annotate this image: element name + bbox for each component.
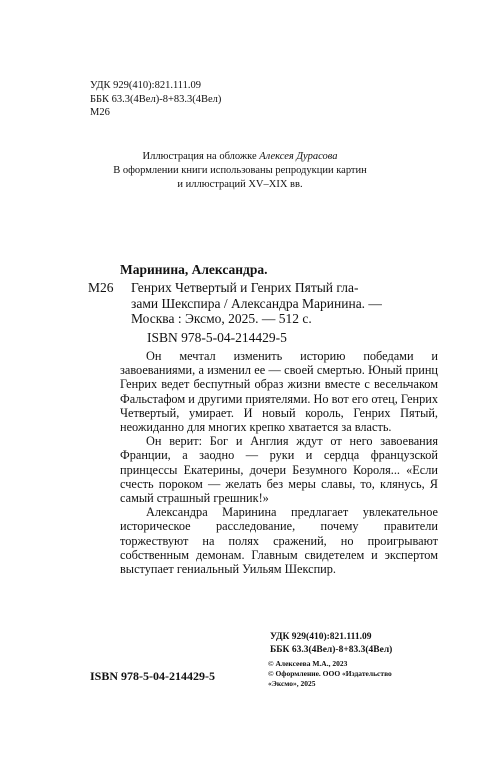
illustration-prefix: Иллюстрация на обложке: [142, 151, 260, 162]
reproductions-note: В оформлении книги использованы репродукции картин: [113, 165, 367, 176]
bibliographic-description: [131, 280, 441, 327]
author-mark: М26: [90, 107, 110, 118]
annotation-paragraph-2: Он верит: Бог и Англия ждут от него завоевания Франции, а заодно — руки и сердца французской принцессы Екатерины, дочери Безумного Короля... «Если счесть пороком — желать без меры славы, то, клянусь, Я самый страшный грешник!»: [120, 434, 438, 506]
copyright-author: © Алексеева М.А., 2023: [268, 659, 348, 668]
bib-line-3: Москва : Эксмо, 2025. — 512 с.: [131, 311, 312, 326]
footer-bbk: ББК 63.3(4Вел)-8+83.3(4Вел): [270, 645, 393, 655]
copyright-publisher: «Эксмо», 2025: [268, 679, 316, 688]
illustrator-name: Алексея Дурасова: [259, 151, 338, 162]
record-author-mark: М26: [88, 280, 114, 295]
reproductions-note-2: и иллюстраций XV–XIX вв.: [177, 179, 303, 190]
classification-block: [90, 79, 221, 120]
record-author: Маринина, Александра.: [120, 262, 268, 277]
copyright-block: [268, 659, 392, 689]
annotation-paragraph-1: Он мечтал изменить историю победами и завоеваниями, а изменил ее — своей смертью. Юный принц Генрих ведет беспутный образ жизни вместе с весельчаком Фальстафом и другими приятелями. Но вот его отец, Генрих Четвертый, умирает. И новый король, Генрих Пятый, неожиданно для многих крепко хватается за власть.: [120, 349, 438, 435]
bib-line-1: Генрих Четвертый и Генрих Пятый гла-: [131, 280, 359, 295]
udk-code: УДК 929(410):821.111.09: [90, 80, 202, 91]
bib-line-2: зами Шекспира / Александра Маринина. —: [131, 295, 382, 311]
footer-udk: УДК 929(410):821.111.09: [270, 632, 372, 642]
bbk-code: ББК 63.3(4Вел)-8+83.3(4Вел): [90, 93, 222, 105]
copyright-design: © Оформление. ООО «Издательство: [268, 669, 392, 678]
annotation-paragraph-3: Александра Маринина предлагает увлекательное историческое расследование, почему правители торжествуют на полях сражений, но проигрывают собственным демонам. Главным свидетелем и экспертом выступает гениальный Уильям Шекспир.: [120, 505, 438, 577]
annotation: [120, 349, 438, 576]
credits-block: [60, 150, 420, 192]
record-isbn: ISBN 978-5-04-214429-5: [147, 330, 287, 345]
illustration-credit: [60, 150, 420, 164]
footer-classification: [270, 631, 392, 657]
footer-isbn: ISBN 978-5-04-214429-5: [90, 669, 215, 683]
